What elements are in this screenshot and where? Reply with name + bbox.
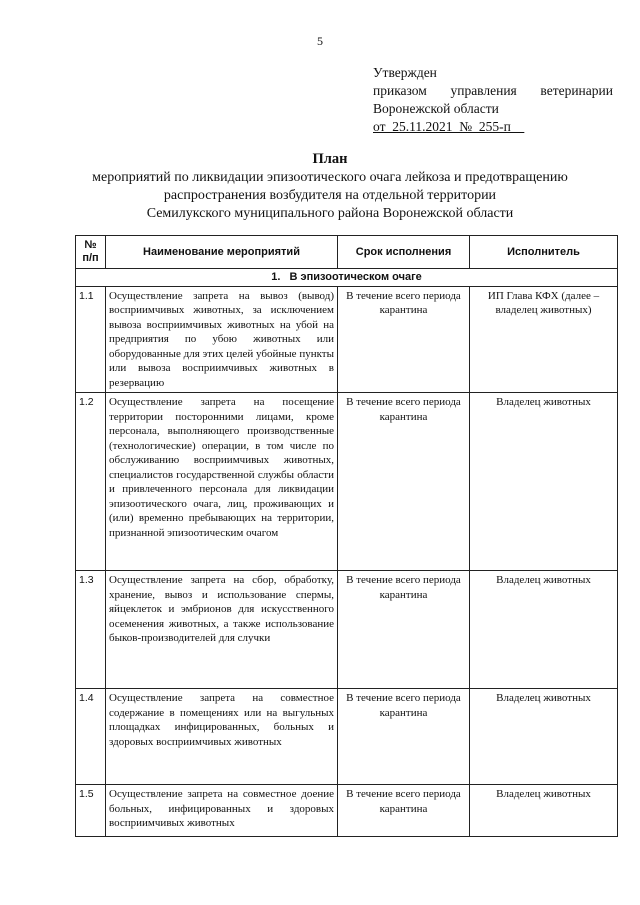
plan-table bbox=[75, 235, 618, 837]
section-title: 1. В эпизоотическом очаге bbox=[76, 269, 618, 287]
row-num: 1.5 bbox=[76, 785, 106, 837]
row-term: В течение всего периода карантина bbox=[338, 689, 470, 785]
header-term: Срок исполнения bbox=[338, 236, 470, 269]
row-num: 1.4 bbox=[76, 689, 106, 785]
approval-date-line: от 25.11.2021 № 255-п bbox=[373, 119, 525, 134]
approval-word-3: ветеринарии bbox=[540, 83, 613, 98]
approval-word-2: управления bbox=[450, 83, 517, 98]
row-num: 1.2 bbox=[76, 393, 106, 571]
row-name: Осуществление запрета на совместное содержание в помещениях или на выгульных площадках инфицированных, больных и здоровых восприимчивых животных bbox=[106, 689, 338, 785]
title-line-3: Семилукского муниципального района Воронежской области bbox=[146, 206, 514, 221]
row-exec: Владелец животных bbox=[470, 689, 618, 785]
table-row bbox=[76, 785, 618, 837]
table-row bbox=[76, 689, 618, 785]
section-row bbox=[76, 269, 618, 287]
header-name: Наименование мероприятий bbox=[106, 236, 338, 269]
row-name: Осуществление запрета на посещение территории посторонними лицами, кроме персонала, выполняющего производственные (технологические) операции, в том числе по обслуживанию восприимчивых животных, специалистов государственной службы области и привлеченного персонала для ликвидации эпизоотического очага, лиц, проживающих и (или) временно пребывающих на территории, признанной эпизоотическим очагом bbox=[106, 393, 338, 571]
title-line-1: мероприятий по ликвидации эпизоотического очага лейкоза и предотвращению bbox=[92, 170, 568, 185]
row-term: В течение всего периода карантина bbox=[338, 571, 470, 689]
row-num: 1.1 bbox=[76, 286, 106, 393]
row-name: Осуществление запрета на вывоз (вывод) восприимчивых животных, за исключением вывоза восприимчивых животных на убой на предприятия по убою животных или оборудованные для этих целей убойные пункты или вывоза восприимчивых животных в резервацию bbox=[106, 286, 338, 393]
row-exec: Владелец животных bbox=[470, 393, 618, 571]
table-header-row bbox=[76, 236, 618, 269]
row-exec: Владелец животных bbox=[470, 571, 618, 689]
header-num: № п/п bbox=[76, 236, 106, 269]
title-line-2: распространения возбудителя на отдельной территории bbox=[163, 188, 497, 203]
header-exec: Исполнитель bbox=[470, 236, 618, 269]
row-term: В течение всего периода карантина bbox=[338, 785, 470, 837]
document-title bbox=[60, 150, 600, 223]
approval-line-3: Воронежской области bbox=[373, 101, 499, 116]
approval-word-1: приказом bbox=[373, 83, 427, 98]
approval-line-1: Утвержден bbox=[373, 65, 437, 80]
row-name: Осуществление запрета на сбор, обработку, хранение, вывоз и использование спермы, яйцеклеток и эмбрионов для искусственного осеменения животных, а также использование быков-производителей для случки bbox=[106, 571, 338, 689]
approval-block bbox=[373, 64, 613, 136]
row-name: Осуществление запрета на совместное доение больных, инфицированных и здоровых восприимчивых животных bbox=[106, 785, 338, 837]
row-term: В течение всего периода карантина bbox=[338, 393, 470, 571]
row-exec: Владелец животных bbox=[470, 785, 618, 837]
approval-line-2 bbox=[373, 82, 613, 100]
row-term: В течение всего периода карантина bbox=[338, 286, 470, 393]
page-number: 5 bbox=[317, 34, 323, 48]
table-row bbox=[76, 571, 618, 689]
title-heading: План bbox=[312, 151, 348, 167]
table-row bbox=[76, 286, 618, 393]
table-row bbox=[76, 393, 618, 571]
row-num: 1.3 bbox=[76, 571, 106, 689]
row-exec: ИП Глава КФХ (далее – владелец животных) bbox=[470, 286, 618, 393]
